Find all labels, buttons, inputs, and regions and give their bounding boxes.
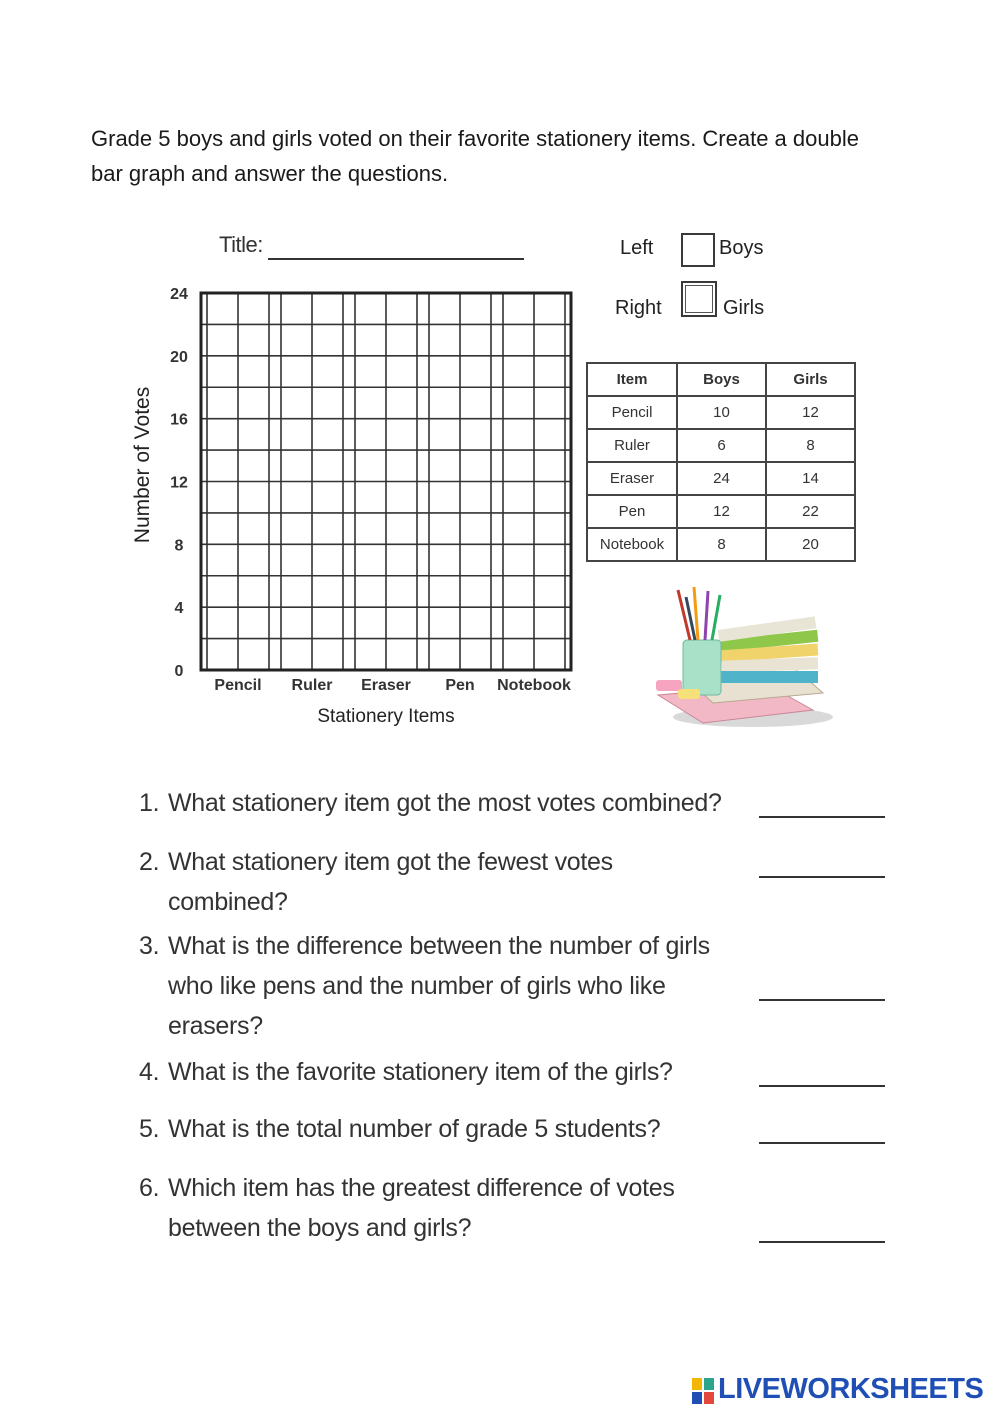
table-cell-item: Pen	[587, 495, 677, 528]
table-cell-girls: 14	[766, 462, 855, 495]
question-text: What stationery item got the most votes combined?	[168, 789, 722, 817]
answer-blank-2[interactable]	[759, 876, 885, 878]
question-number: 1.	[139, 789, 160, 817]
liveworksheets-logo-icon	[692, 1378, 714, 1404]
question-number: 3.	[139, 932, 160, 960]
question-6	[139, 1168, 719, 1248]
table-cell-boys: 6	[677, 429, 766, 462]
bar-chart-grid[interactable]	[150, 280, 590, 700]
legend-left-label: Left	[620, 237, 654, 259]
table-header-row	[587, 363, 855, 396]
table-cell-boys: 24	[677, 462, 766, 495]
answer-blank-5[interactable]	[759, 1142, 885, 1144]
question-text: What stationery item got the fewest votes combined?	[168, 848, 613, 916]
table-cell-boys: 10	[677, 396, 766, 429]
table-cell-boys: 12	[677, 495, 766, 528]
stationery-illustration	[648, 585, 838, 730]
question-text: Which item has the greatest difference of votes between the boys and girls?	[168, 1174, 675, 1242]
question-3	[139, 926, 739, 1046]
brand-wordmark: LIVEWORKSHEETS	[718, 1373, 984, 1405]
y-tick-label: 20	[170, 348, 188, 366]
table-header-item: Item	[587, 363, 677, 396]
table-cell-girls: 22	[766, 495, 855, 528]
question-5	[139, 1109, 749, 1149]
table-row	[587, 528, 855, 561]
question-number: 2.	[139, 848, 160, 876]
question-text: What is the total number of grade 5 students?	[168, 1115, 661, 1143]
table-cell-girls: 8	[766, 429, 855, 462]
table-cell-girls: 20	[766, 528, 855, 561]
y-tick-label: 0	[174, 663, 184, 680]
question-number: 5.	[139, 1115, 160, 1143]
question-text: What is the favorite stationery item of the girls?	[168, 1058, 673, 1086]
question-number: 6.	[139, 1174, 160, 1202]
answer-blank-3[interactable]	[759, 999, 885, 1001]
table-row	[587, 396, 855, 429]
legend-boys-label: Boys	[719, 237, 764, 259]
y-tick-label: 8	[174, 537, 184, 555]
x-tick-label: Pen	[445, 677, 475, 694]
x-tick-label: Notebook	[497, 677, 571, 694]
legend-girls-label: Girls	[723, 297, 765, 319]
table-cell-item: Pencil	[587, 396, 677, 429]
legend-boys-color-box[interactable]	[681, 233, 715, 267]
question-4	[139, 1052, 749, 1092]
question-1	[139, 783, 749, 823]
x-tick-label: Pencil	[214, 677, 262, 694]
table-cell-item: Notebook	[587, 528, 677, 561]
x-tick-label: Ruler	[291, 677, 333, 694]
x-tick-label: Eraser	[361, 677, 411, 694]
answer-blank-4[interactable]	[759, 1085, 885, 1087]
question-2	[139, 842, 659, 922]
y-tick-label: 24	[170, 286, 188, 303]
instructions-text: Grade 5 boys and girls voted on their favorite stationery items. Create a double bar graph and answer the questions.	[91, 126, 859, 186]
table-cell-boys: 8	[677, 528, 766, 561]
x-axis-label: Stationery Items	[317, 706, 455, 727]
question-text: What is the difference between the number of girls who like pens and the number of girls who like erasers?	[168, 932, 710, 1040]
votes-table	[586, 362, 856, 562]
chart-title-label: Title:	[219, 232, 263, 257]
table-header-girls: Girls	[766, 363, 855, 396]
answer-blank-6[interactable]	[759, 1241, 885, 1243]
table-row	[587, 495, 855, 528]
chart-title-blank[interactable]	[268, 258, 524, 260]
y-tick-label: 4	[174, 600, 184, 618]
table-row	[587, 429, 855, 462]
legend-girls-color-box[interactable]	[681, 281, 717, 317]
y-tick-label: 12	[170, 474, 188, 492]
legend-right-label: Right	[615, 297, 662, 319]
table-row	[587, 462, 855, 495]
y-tick-label: 16	[170, 411, 188, 429]
answer-blank-1[interactable]	[759, 816, 885, 818]
table-cell-girls: 12	[766, 396, 855, 429]
table-cell-item: Ruler	[587, 429, 677, 462]
y-axis-label: Number of Votes	[131, 386, 154, 544]
table-header-boys: Boys	[677, 363, 766, 396]
table-cell-item: Eraser	[587, 462, 677, 495]
question-number: 4.	[139, 1058, 160, 1086]
